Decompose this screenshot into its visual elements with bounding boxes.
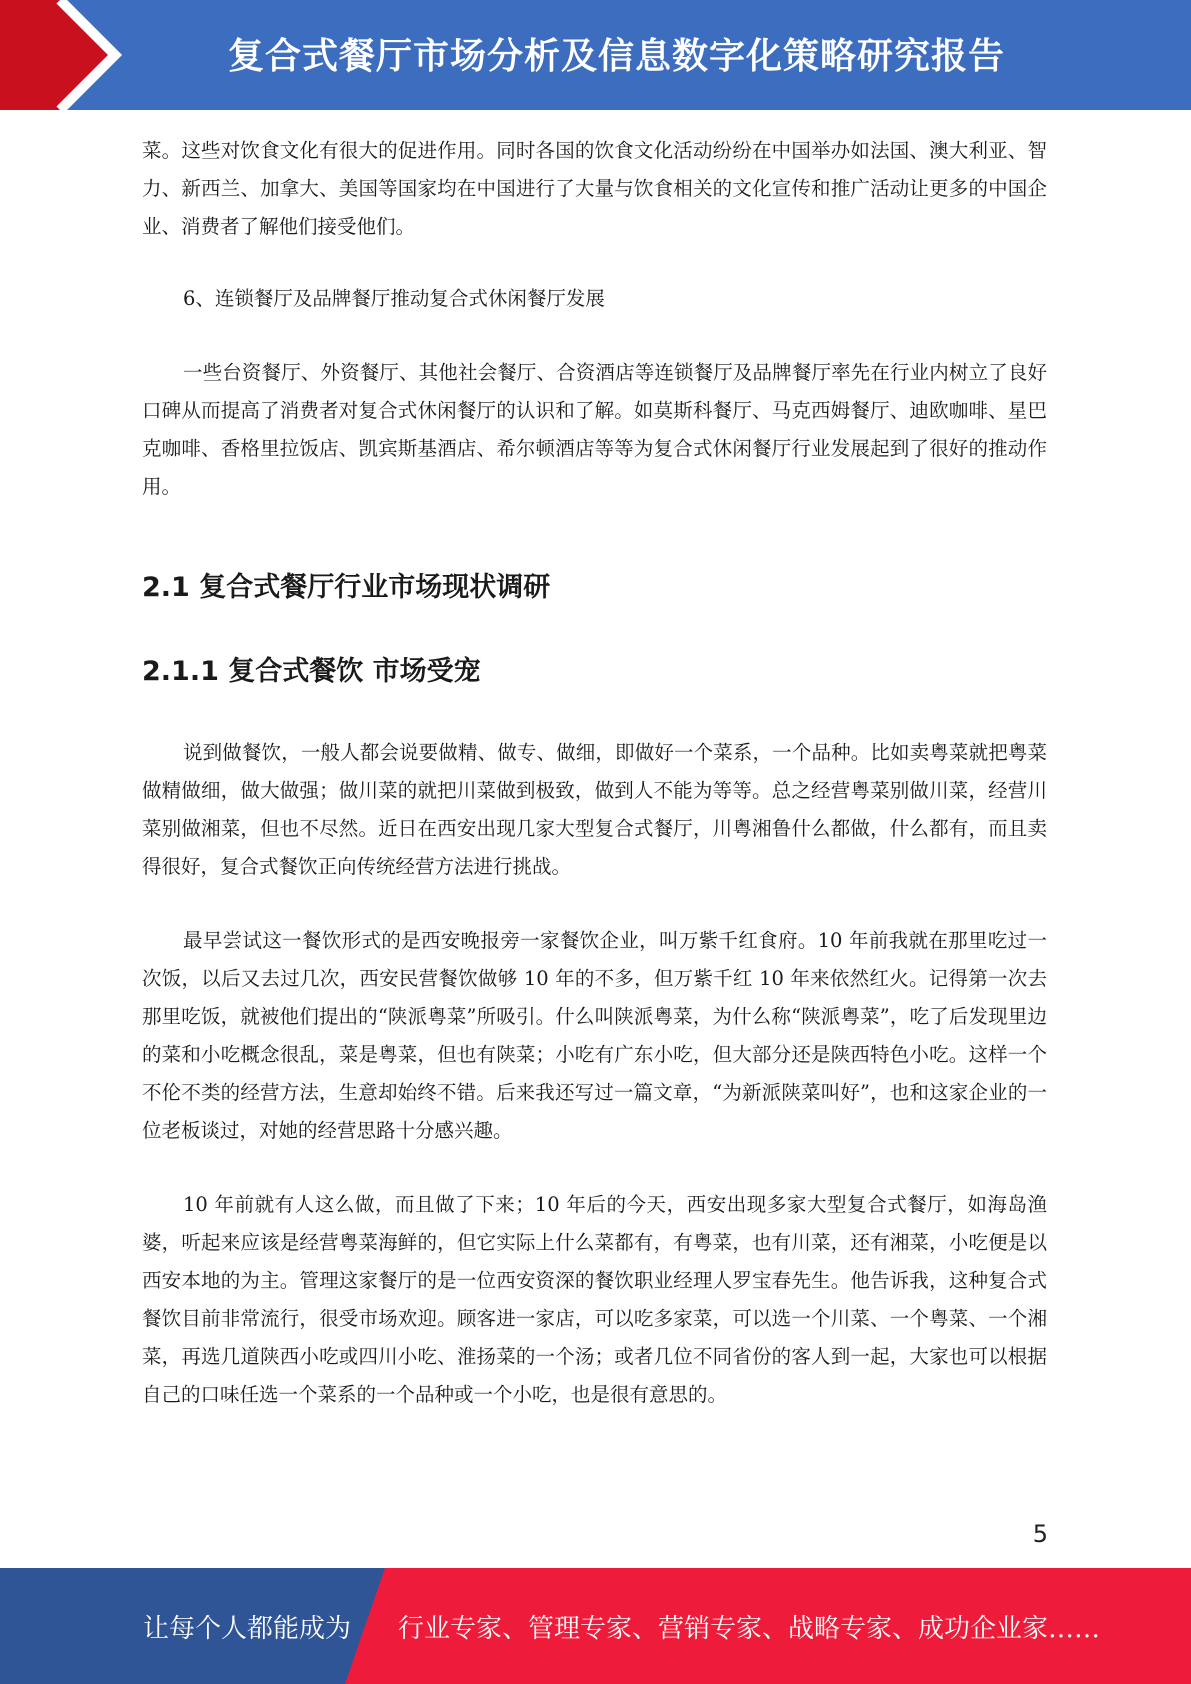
page-content [142, 132, 1047, 1414]
page-number: 5 [1032, 1520, 1048, 1548]
paragraph-first-attempt: 最早尝试这一餐饮形式的是西安晚报旁一家餐饮企业，叫万紫千红食府。10 年前我就在那里吃过一次饭，以后又去过几次，西安民营餐饮做够 10 年的不多，但万紫千红 10 年来依然红火。记得第一次去那里吃饭，就被他们提出的“陕派粤菜”所吸引。什么叫陕派粤菜，为什么称“陕派粤菜”，吃了后发现里边的菜和小吃概念很乱，菜是粤菜，但也有陕菜；小吃有广东小吃，但大部分还是陕西特色小吃。这样一个不伦不类的经营方法，生意却始终不错。后来我还写过一篇文章，“为新派陕菜叫好”，也和这家企业的一位老板谈过，对她的经营思路十分感兴趣。 [142, 929, 1047, 1142]
list-item-6: 6、连锁餐厅及品牌餐厅推动复合式休闲餐厅发展 [183, 287, 605, 310]
paragraph-ten-years: 10 年前就有人这么做，而且做了下来；10 年后的今天，西安出现多家大型复合式餐厅，如海岛渔婆，听起来应该是经营粤菜海鲜的，但它实际上什么菜都有，有粤菜，也有川菜，还有湘菜，小吃便是以西安本地的为主。管理这家餐厅的是一位西安资深的餐饮职业经理人罗宝春先生。他告诉我，这种复合式餐饮目前非常流行，很受市场欢迎。顾客进一家店，可以吃多家菜，可以选一个川菜、一个粤菜、一个湘菜，再选几道陕西小吃或四川小吃、淮扬菜的一个汤；或者几位不同省份的客人到一起，大家也可以根据自己的口味任选一个菜系的一个品种或一个小吃，也是很有意思的。 [142, 1193, 1047, 1406]
paragraph-compound-dining: 说到做餐饮，一般人都会说要做精、做专、做细，即做好一个菜系，一个品种。比如卖粤菜就把粤菜做精做细，做大做强；做川菜的就把川菜做到极致，做到人不能为等等。总之经营粤菜别做川菜，经营川菜别做湘菜，但也不尽然。近日在西安出现几家大型复合式餐厅，川粤湘鲁什么都做，什么都有，而且卖得很好，复合式餐饮正向传统经营方法进行挑战。 [142, 741, 1047, 878]
page-header [0, 0, 1191, 110]
footer-slogan-right: 行业专家、管理专家、营销专家、战略专家、成功企业家…… [398, 1614, 1101, 1644]
footer-slogan-left: 让每个人都能成为 [143, 1614, 352, 1644]
report-title: 复合式餐厅市场分析及信息数字化策略研究报告 [228, 36, 1006, 77]
header-chevron-icon [0, 0, 150, 110]
section-heading-2-1: 2.1 复合式餐厅行业市场现状调研 [142, 572, 551, 603]
section-heading-2-1-1: 2.1.1 复合式餐饮 市场受宠 [142, 656, 481, 687]
paragraph-food-culture: 菜。这些对饮食文化有很大的促进作用。同时各国的饮食文化活动纷纷在中国举办如法国、澳大利亚、智力、新西兰、加拿大、美国等国家均在中国进行了大量与饮食相关的文化宣传和推广活动让更多的中国企业、消费者了解他们接受他们。 [142, 139, 1047, 238]
paragraph-chain-restaurants: 一些台资餐厅、外资餐厅、其他社会餐厅、合资酒店等连锁餐厅及品牌餐厅率先在行业内树立了良好口碑从而提高了消费者对复合式休闲餐厅的认识和了解。如莫斯科餐厅、马克西姆餐厅、迪欧咖啡、星巴克咖啡、香格里拉饭店、凯宾斯基酒店、希尔顿酒店等等为复合式休闲餐厅行业发展起到了很好的推动作用。 [142, 361, 1047, 498]
page-footer [0, 1568, 1191, 1684]
